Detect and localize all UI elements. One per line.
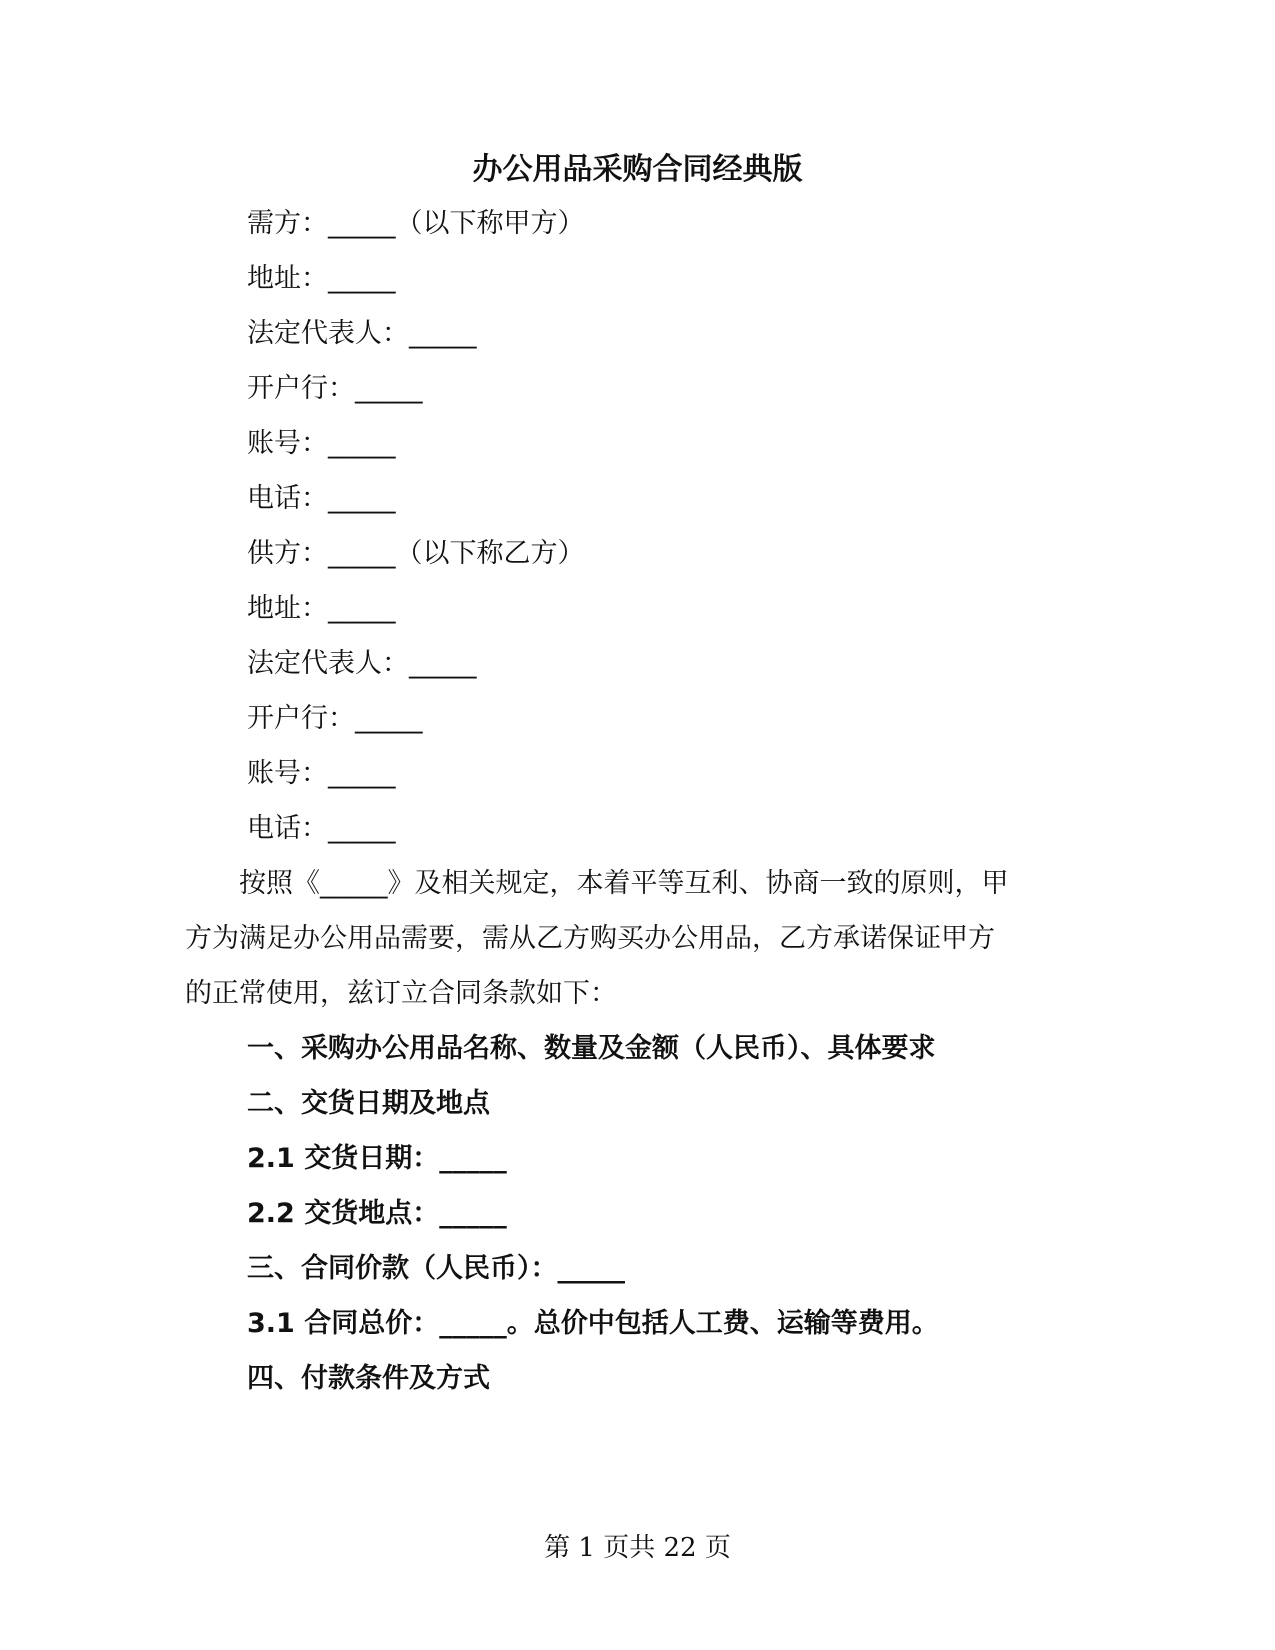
party-a-account-line: 账号：_____ (247, 428, 396, 459)
document-title: 办公用品采购合同经典版 (472, 152, 803, 187)
party-a-bank-line: 开户行：_____ (247, 373, 423, 404)
party-b-representative-line: 法定代表人：_____ (247, 648, 477, 679)
intro-line: 方为满足办公用品需要，需从乙方购买办公用品，乙方承诺保证甲方 (185, 923, 995, 954)
clause-2-1: 2.1 交货日期：_____ (247, 1143, 507, 1174)
intro-line: 按照《_____》及相关规定，本着平等互利、协商一致的原则，甲 (185, 868, 1009, 899)
party-a-demand-line: 需方：_____（以下称甲方） (247, 208, 585, 239)
clause-3-1: 3.1 合同总价：_____。总价中包括人工费、运输等费用。 (247, 1308, 939, 1339)
party-b-supply-line: 供方：_____（以下称乙方） (247, 538, 585, 569)
page-number-footer: 第 1 页共 22 页 (544, 1533, 731, 1563)
party-a-phone-line: 电话：_____ (247, 483, 396, 514)
party-b-bank-line: 开户行：_____ (247, 703, 423, 734)
section-heading-1: 一、采购办公用品名称、数量及金额（人民币）、具体要求 (247, 1033, 936, 1064)
clause-2-2: 2.2 交货地点：_____ (247, 1198, 507, 1229)
section-heading-2: 二、交货日期及地点 (247, 1088, 490, 1119)
party-b-phone-line: 电话：_____ (247, 813, 396, 844)
section-heading-3: 三、合同价款（人民币）：_____ (247, 1253, 625, 1284)
section-heading-4: 四、付款条件及方式 (247, 1363, 490, 1394)
party-b-address-line: 地址：_____ (247, 593, 396, 624)
intro-line: 的正常使用，兹订立合同条款如下： (185, 978, 617, 1009)
party-b-account-line: 账号：_____ (247, 758, 396, 789)
party-a-address-line: 地址：_____ (247, 263, 396, 294)
party-a-representative-line: 法定代表人：_____ (247, 318, 477, 349)
